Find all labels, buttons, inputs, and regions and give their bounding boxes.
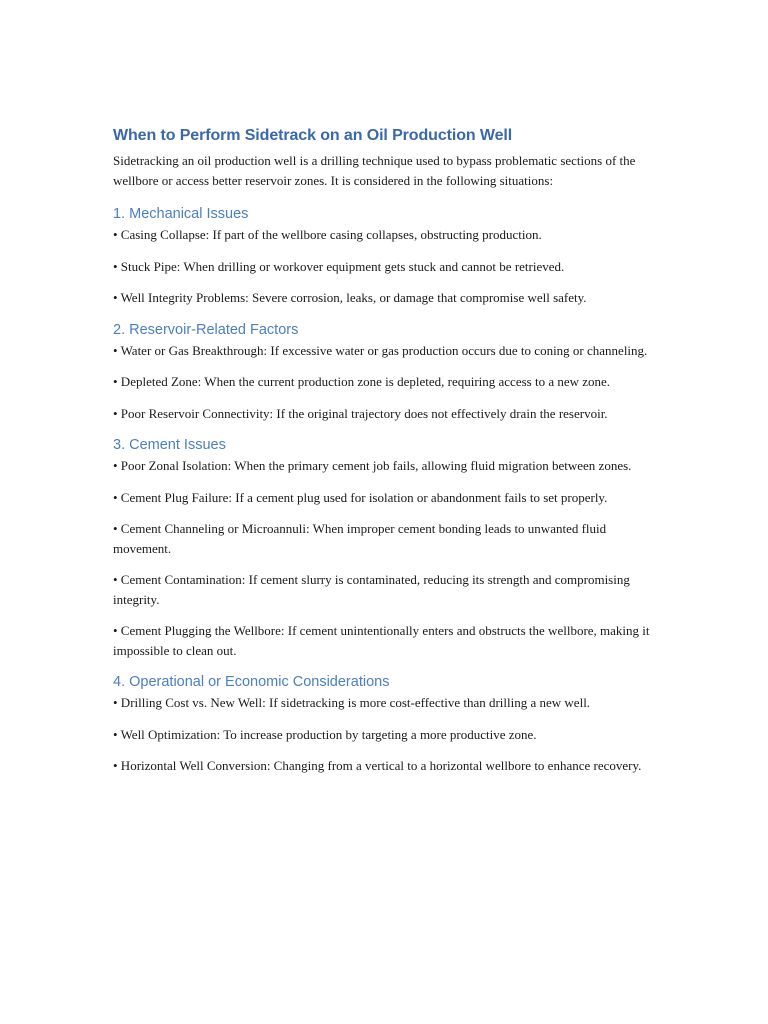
document-body	[113, 124, 658, 776]
list-item: • Poor Zonal Isolation: When the primary cement job fails, allowing fluid migration between zones.	[113, 458, 632, 473]
list-item: • Horizontal Well Conversion: Changing from a vertical to a horizontal wellbore to enhance recovery.	[113, 758, 642, 773]
list-item: • Water or Gas Breakthrough: If excessive water or gas production occurs due to coning or channeling.	[113, 342, 648, 358]
intro-paragraph: Sidetracking an oil production well is a drilling technique used to bypass problematic sections of the wellbore or access better reservoir zones. It is considered in the following situations:	[113, 153, 636, 188]
list-item: • Drilling Cost vs. New Well: If sidetracking is more cost-effective than drilling a new well.	[113, 695, 591, 710]
section-heading-cement-issues: 3. Cement Issues	[113, 437, 226, 453]
section-heading-reservoir-related-factors: 2. Reservoir-Related Factors	[113, 321, 299, 338]
document-title: When to Perform Sidetrack on an Oil Production Well	[113, 127, 513, 144]
list-item: • Poor Reservoir Connectivity: If the original trajectory does not effectively drain the reservoir.	[113, 405, 608, 421]
list-item: • Stuck Pipe: When drilling or workover equipment gets stuck and cannot be retrieved.	[113, 258, 565, 274]
list-item: • Well Optimization: To increase production by targeting a more productive zone.	[113, 726, 537, 742]
list-item: • Depleted Zone: When the current production zone is depleted, requiring access to a new zone.	[113, 374, 611, 389]
list-item: • Cement Contamination: If cement slurry is contaminated, reducing its strength and compromising integrity.	[113, 572, 630, 607]
section-heading-operational-economic-considerations: 4. Operational or Economic Considerations	[113, 674, 390, 690]
list-item: • Cement Channeling or Microannuli: When improper cement bonding leads to unwanted fluid movement.	[113, 521, 607, 556]
list-item: • Cement Plug Failure: If a cement plug used for isolation or abandonment fails to set properly.	[113, 489, 608, 505]
section-heading-mechanical-issues: 1. Mechanical Issues	[113, 206, 249, 222]
list-item: • Casing Collapse: If part of the wellbore casing collapses, obstructing production.	[113, 227, 542, 242]
list-item: • Well Integrity Problems: Severe corrosion, leaks, or damage that compromise well safety.	[113, 290, 587, 305]
list-item: • Cement Plugging the Wellbore: If cement unintentionally enters and obstructs the wellbore, making it impossible to clean out.	[113, 623, 650, 658]
